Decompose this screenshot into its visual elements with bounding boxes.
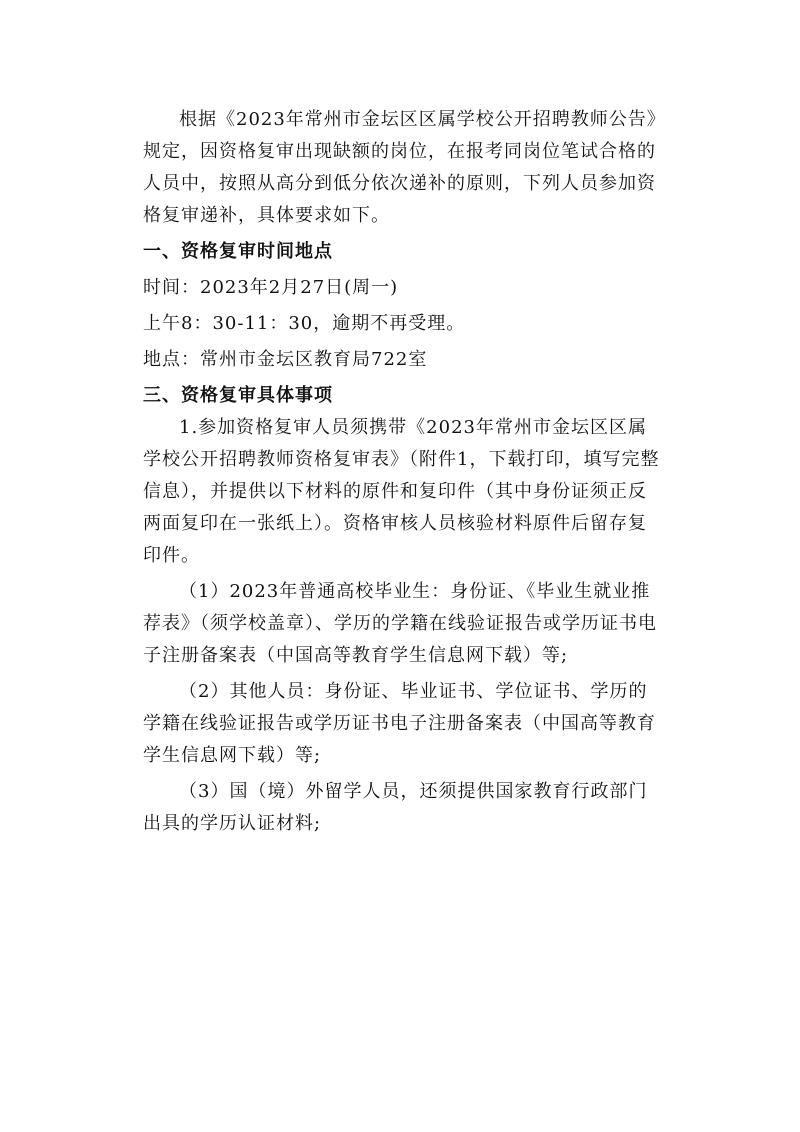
document-body <box>143 104 663 840</box>
sub-item-3-paragraph: （3）国（境）外留学人员，还须提供国家教育行政部门出具的学历认证材料; <box>143 781 648 834</box>
item-1-paragraph: 1.参加资格复审人员须携带《2023年常州市金坛区区属学校公开招聘教师资格复审表》（附件1，下载打印，填写完整信息），并提供以下材料的原件和复印件（其中身份证须正反两面复印在一张纸上）。资格审核人员核验材料原件后留存复印件。 <box>143 417 660 566</box>
section-heading-time-location: 一、资格复审时间地点 <box>143 241 333 262</box>
location-line: 地点：常州市金坛区教育局722室 <box>143 349 428 370</box>
section-heading-details: 三、资格复审具体事项 <box>143 385 333 406</box>
time-line: 时间：2023年2月27日(周一) <box>143 277 399 298</box>
sub-item-2-paragraph: （2）其他人员：身份证、毕业证书、学位证书、学历的学籍在线验证报告或学历证书电子注册备案表（中国高等教育学生信息网下载）等; <box>143 681 656 766</box>
hours-line: 上午8：30-11：30，逾期不再受理。 <box>143 313 466 334</box>
intro-paragraph: 根据《2023年常州市金坛区区属学校公开招聘教师公告》规定，因资格复审出现缺额的岗位，在报考同岗位笔试合格的人员中，按照从高分到低分依次递补的原则，下列人员参加资格复审递补，具体要求如下。 <box>143 109 657 226</box>
sub-item-1-paragraph: （1）2023年普通高校毕业生：身份证、《毕业生就业推荐表》（须学校盖章）、学历的学籍在线验证报告或学历证书电子注册备案表（中国高等教育学生信息网下载）等; <box>143 581 657 666</box>
